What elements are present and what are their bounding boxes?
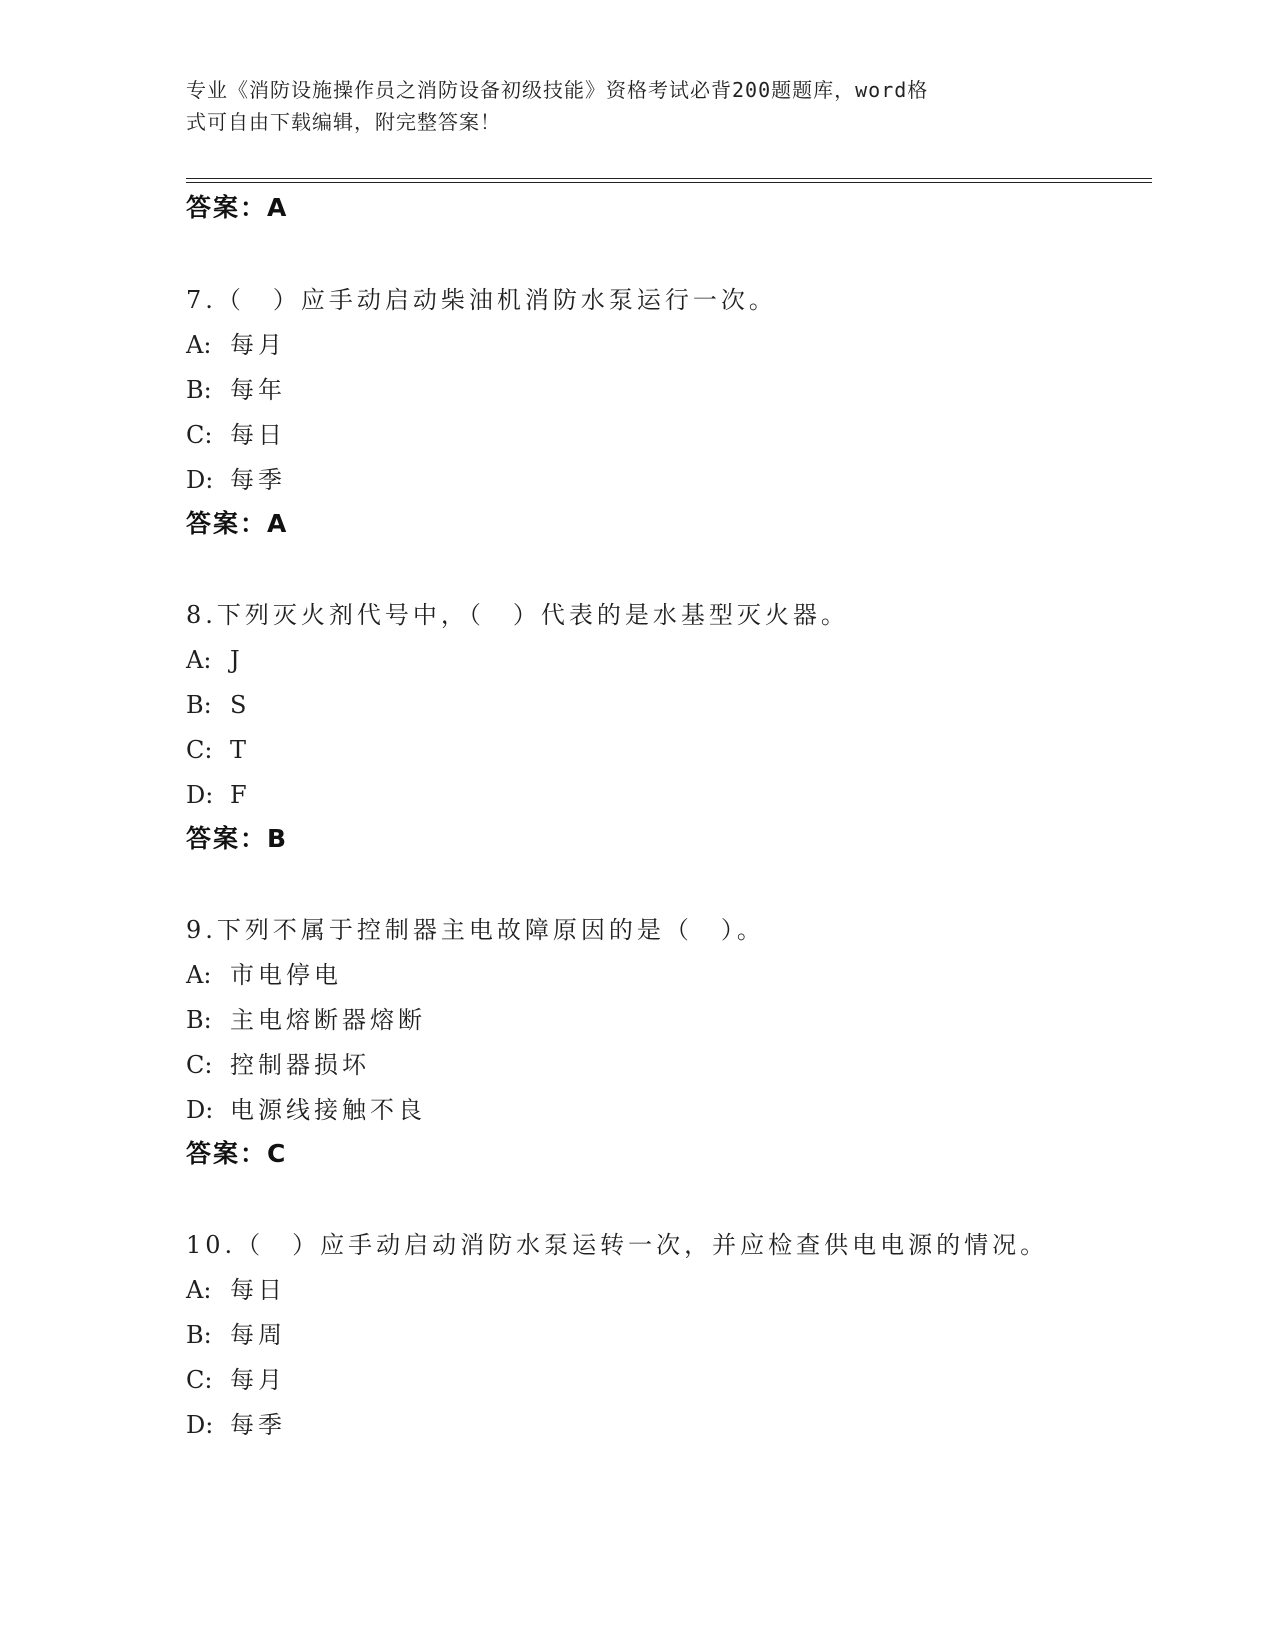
option-key: B: [186,1321,212,1349]
option-key: D: [186,466,214,494]
option-text: 每周 [230,1321,286,1349]
option-key: A: [186,331,212,359]
option-text: 每日 [230,1276,286,1304]
answer-line: 答案：C [186,1139,288,1168]
option-text: S [230,691,251,719]
option-key: D: [186,1096,214,1124]
option-a [186,1274,286,1306]
option-text: 每日 [230,421,286,449]
option-d [186,779,251,811]
option-c [186,1364,286,1396]
option-c [186,734,250,766]
option-key: A: [186,646,212,674]
previous-answer: 答案：A [186,193,289,222]
option-a [186,644,244,676]
document-header [186,74,1066,138]
option-key: D: [186,781,214,809]
option-a [186,329,286,361]
option-a [186,959,342,991]
option-text: 每季 [230,1411,286,1439]
option-d [186,464,286,496]
header-line-2: 式可自由下载编辑，附完整答案！ [186,110,501,134]
header-line-1: 专业《消防设施操作员之消防设备初级技能》资格考试必背200题题库，word格 [186,78,929,102]
option-text: 电源线接触不良 [230,1096,426,1124]
answer-line: 答案：B [186,824,289,853]
answer-line: 答案：A [186,509,289,538]
option-key: D: [186,1411,214,1439]
question-stem: 10.（ ）应手动启动消防水泵运转一次，并应检查供电电源的情况。 [186,1231,1049,1259]
option-text: 每季 [230,466,286,494]
option-text: 市电停电 [230,961,342,989]
option-b [186,374,286,406]
option-key: A: [186,961,212,989]
option-d [186,1094,426,1126]
option-c [186,1049,370,1081]
option-key: B: [186,1006,212,1034]
option-key: C: [186,736,213,764]
option-key: C: [186,1366,213,1394]
option-c [186,419,286,451]
option-text: T [230,736,251,764]
option-b [186,1319,286,1351]
option-key: B: [186,691,212,719]
option-b [186,689,250,721]
question-stem: 7.（ ）应手动启动柴油机消防水泵运行一次。 [186,286,777,314]
option-key: C: [186,1051,213,1079]
header-double-rule [186,178,1152,183]
option-text: 每月 [230,331,286,359]
option-key: A: [186,1276,212,1304]
option-text: 每月 [230,1366,286,1394]
option-text: 每年 [230,376,286,404]
question-stem: 8.下列灭火剂代号中，（ ）代表的是水基型灭火器。 [186,601,849,629]
option-text: 主电熔断器熔断 [230,1006,426,1034]
option-key: B: [186,376,212,404]
option-text: 控制器损坏 [230,1051,370,1079]
option-key: C: [186,421,213,449]
question-stem: 9.下列不属于控制器主电故障原因的是（ ）。 [186,916,765,944]
option-text: J [230,646,244,674]
option-d [186,1409,286,1441]
option-b [186,1004,426,1036]
option-text: F [230,781,251,809]
